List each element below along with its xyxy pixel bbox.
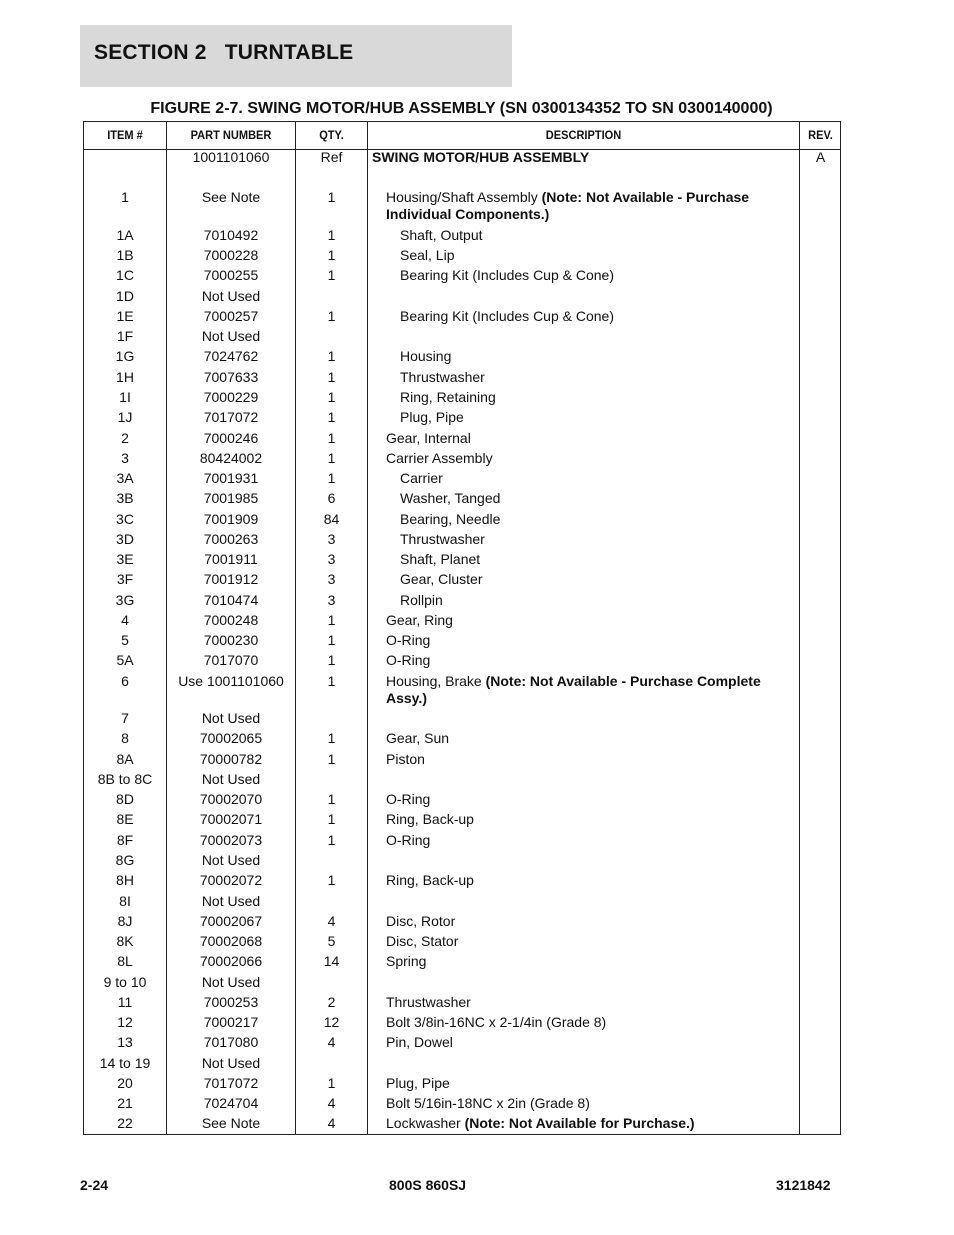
table-row — [84, 632, 840, 652]
description-text: Housing — [400, 348, 452, 364]
description-cell — [386, 430, 796, 447]
table-row — [84, 1014, 840, 1034]
item-cell: 1C — [116, 267, 134, 283]
qty-cell: 84 — [323, 511, 340, 527]
item-cell: 1G — [115, 348, 135, 364]
description-text: Ring, Back-up — [386, 872, 474, 888]
description-cell — [386, 1095, 796, 1112]
description-text: Spring — [386, 953, 427, 969]
table-row — [84, 1115, 840, 1135]
table-row — [84, 288, 840, 308]
description-text: Shaft, Planet — [400, 551, 481, 567]
item-cell: 8A — [116, 751, 134, 767]
item-cell: 1E — [116, 308, 134, 324]
item-cell: 3B — [116, 490, 134, 506]
description-cell — [386, 1115, 796, 1132]
part-number-cell: 7000228 — [203, 247, 259, 263]
item-cell: 1D — [116, 288, 134, 304]
description-text: O-Ring — [386, 832, 431, 848]
description-cell — [386, 652, 796, 669]
description-cell — [400, 348, 810, 365]
table-row — [84, 490, 840, 510]
table-row — [84, 571, 840, 591]
table-row — [84, 791, 840, 811]
part-number-cell: Not Used — [201, 328, 261, 344]
item-cell: 3C — [116, 511, 134, 527]
qty-cell: 14 — [323, 953, 340, 969]
table-row — [84, 1075, 840, 1095]
table-row — [84, 328, 840, 348]
qty-cell: 1 — [327, 652, 336, 668]
description-cell — [400, 369, 810, 386]
part-number-cell: Not Used — [201, 771, 261, 787]
part-number-cell: 7000217 — [203, 1014, 259, 1030]
part-number-cell: 7000229 — [203, 389, 259, 405]
description-text: Rollpin — [400, 592, 443, 608]
table-row — [84, 710, 840, 730]
part-number-cell: 7017070 — [203, 652, 259, 668]
part-number-cell: 70002067 — [199, 913, 263, 929]
description-text: Plug, Pipe — [400, 409, 464, 425]
table-row — [84, 730, 840, 750]
description-cell — [372, 149, 782, 166]
footer-page-number: 2-24 — [80, 1177, 109, 1193]
qty-cell: 1 — [327, 189, 336, 205]
description-text: O-Ring — [386, 791, 431, 807]
item-cell: 12 — [117, 1014, 133, 1030]
qty-cell: 1 — [327, 267, 336, 283]
item-cell: 1A — [116, 227, 134, 243]
qty-cell: 4 — [327, 1095, 336, 1111]
part-number-cell: 7000263 — [203, 531, 259, 547]
description-cell — [386, 673, 796, 707]
description-text: SWING MOTOR/HUB ASSEMBLY — [372, 149, 590, 165]
qty-cell: 1 — [327, 409, 336, 425]
table-row — [84, 953, 840, 973]
description-text: Gear, Ring — [386, 612, 453, 628]
description-text: O-Ring — [386, 652, 431, 668]
table-row — [84, 612, 840, 632]
description-cell — [400, 551, 810, 568]
item-cell: 8I — [119, 893, 131, 909]
item-cell: 1I — [119, 389, 131, 405]
table-row — [84, 751, 840, 771]
table-row — [84, 1095, 840, 1115]
table-row — [84, 247, 840, 267]
description-text: Carrier — [400, 470, 443, 486]
description-note: (Note: Not Available - Purchase Individual Components.) — [386, 189, 750, 222]
description-cell — [400, 409, 810, 426]
qty-cell: 1 — [327, 832, 336, 848]
part-number-cell: Use 1001101060 — [178, 673, 284, 689]
table-row — [84, 430, 840, 450]
qty-cell: 3 — [327, 531, 336, 547]
part-number-cell: 70002072 — [199, 872, 263, 888]
qty-cell: 1 — [327, 450, 336, 466]
part-number-cell: 7001985 — [203, 490, 259, 506]
qty-cell: 1 — [327, 470, 336, 486]
table-row — [84, 811, 840, 831]
part-number-cell: See Note — [201, 1115, 261, 1131]
part-number-cell: 7017072 — [203, 1075, 259, 1091]
qty-cell: 3 — [327, 592, 336, 608]
qty-cell: 4 — [327, 1115, 336, 1131]
qty-cell: 1 — [327, 751, 336, 767]
table-row — [84, 893, 840, 913]
description-cell — [400, 389, 810, 406]
description-cell — [400, 227, 810, 244]
table-row — [84, 1034, 840, 1054]
qty-cell: 1 — [327, 632, 336, 648]
part-number-cell: 7010474 — [203, 592, 259, 608]
qty-cell: 5 — [327, 933, 336, 949]
item-cell: 5A — [116, 652, 134, 668]
part-number-cell: 80424002 — [199, 450, 263, 466]
qty-cell: 1 — [327, 389, 336, 405]
description-cell — [400, 571, 810, 588]
table-row — [84, 592, 840, 612]
qty-cell: 1 — [327, 612, 336, 628]
qty-cell: 1 — [327, 791, 336, 807]
part-number-cell: 70002071 — [199, 811, 263, 827]
item-cell: 8B to 8C — [97, 771, 153, 787]
description-text: Lockwasher — [386, 1115, 465, 1131]
item-cell: 21 — [117, 1095, 133, 1111]
qty-cell: 1 — [327, 308, 336, 324]
table-row — [84, 450, 840, 470]
item-cell: 3A — [116, 470, 134, 486]
item-cell: 1H — [116, 369, 134, 385]
description-cell — [400, 470, 810, 487]
description-cell — [400, 531, 810, 548]
description-text: Disc, Stator — [386, 933, 459, 949]
description-cell — [400, 308, 810, 325]
description-text: Pin, Dowel — [386, 1034, 453, 1050]
part-number-cell: 7000248 — [203, 612, 259, 628]
description-text: Bearing Kit (Includes Cup & Cone) — [400, 267, 614, 283]
description-text: Housing, Brake — [386, 673, 486, 689]
item-cell: 3F — [116, 571, 134, 587]
description-text: Housing/Shaft Assembly — [386, 189, 542, 205]
part-number-cell: 7010492 — [203, 227, 259, 243]
item-cell: 8 — [121, 730, 129, 746]
item-cell: 1F — [116, 328, 134, 344]
item-cell: 9 to 10 — [103, 974, 147, 990]
item-cell: 7 — [121, 710, 129, 726]
description-text: Gear, Internal — [386, 430, 471, 446]
description-cell — [386, 751, 796, 768]
part-number-cell: Not Used — [201, 1055, 261, 1071]
parts-table — [83, 121, 841, 1135]
description-text: Ring, Back-up — [386, 811, 474, 827]
qty-cell: 1 — [327, 227, 336, 243]
part-number-cell: 70002065 — [199, 730, 263, 746]
qty-cell: 1 — [327, 369, 336, 385]
item-cell: 1B — [116, 247, 134, 263]
qty-cell: Ref — [320, 149, 343, 165]
item-cell: 1J — [117, 409, 133, 425]
item-cell: 6 — [121, 673, 129, 689]
description-cell — [386, 913, 796, 930]
table-row — [84, 348, 840, 368]
table-row — [84, 933, 840, 953]
description-text: Carrier Assembly — [386, 450, 493, 466]
table-row — [84, 409, 840, 429]
item-cell: 11 — [117, 994, 133, 1010]
part-number-cell: 7017072 — [203, 409, 259, 425]
table-row — [84, 771, 840, 791]
item-cell: 8H — [116, 872, 134, 888]
table-row — [84, 832, 840, 852]
table-row — [84, 308, 840, 328]
item-cell: 5 — [121, 632, 129, 648]
description-text: Washer, Tanged — [400, 490, 501, 506]
part-number-cell: 7001909 — [203, 511, 259, 527]
description-text: Bearing, Needle — [400, 511, 501, 527]
part-number-cell: 7001931 — [203, 470, 259, 486]
footer-model: 800S 860SJ — [389, 1177, 467, 1193]
qty-cell: 1 — [327, 1075, 336, 1091]
part-number-cell: 7007633 — [203, 369, 259, 385]
qty-cell: 3 — [327, 571, 336, 587]
part-number-cell: 7000257 — [203, 308, 259, 324]
table-row — [84, 994, 840, 1014]
item-cell: 8D — [116, 791, 134, 807]
item-cell: 14 to 19 — [99, 1055, 151, 1071]
description-note: (Note: Not Available for Purchase.) — [464, 1115, 695, 1131]
footer-doc-number: 3121842 — [776, 1177, 831, 1193]
item-cell: 22 — [117, 1115, 133, 1131]
description-cell — [386, 811, 796, 828]
table-row — [84, 673, 840, 706]
qty-cell: 4 — [327, 913, 336, 929]
description-text: Bearing Kit (Includes Cup & Cone) — [400, 308, 614, 324]
item-cell: 3 — [121, 450, 129, 466]
description-cell — [386, 791, 796, 808]
item-cell: 8J — [117, 913, 133, 929]
table-row — [84, 852, 840, 872]
part-number-cell: 7024704 — [203, 1095, 259, 1111]
item-cell: 2 — [121, 430, 129, 446]
description-cell — [386, 612, 796, 629]
table-row — [84, 872, 840, 892]
table-row — [84, 149, 840, 169]
part-number-cell: 1001101060 — [192, 149, 270, 165]
item-cell: 3E — [116, 551, 134, 567]
part-number-cell: 7001912 — [203, 571, 259, 587]
part-number-cell: 70000782 — [199, 751, 263, 767]
header-item: ITEM # — [107, 128, 143, 142]
description-text: Bolt 5/16in-18NC x 2in (Grade 8) — [386, 1095, 590, 1111]
table-row — [84, 470, 840, 490]
description-cell — [386, 933, 796, 950]
section-banner — [80, 25, 512, 87]
item-cell: 8L — [117, 953, 133, 969]
description-text: Piston — [386, 751, 425, 767]
description-text: Gear, Cluster — [400, 571, 483, 587]
description-cell — [386, 832, 796, 849]
description-cell — [386, 1014, 796, 1031]
table-row — [84, 652, 840, 672]
qty-cell: 1 — [327, 872, 336, 888]
part-number-cell: 70002070 — [199, 791, 263, 807]
table-row — [84, 531, 840, 551]
description-text: Shaft, Output — [400, 227, 483, 243]
part-number-cell: Not Used — [201, 710, 261, 726]
qty-cell: 1 — [327, 811, 336, 827]
description-cell — [400, 592, 810, 609]
item-cell: 13 — [117, 1034, 133, 1050]
description-cell — [400, 267, 810, 284]
qty-cell: 1 — [327, 430, 336, 446]
table-row — [84, 369, 840, 389]
item-cell: 8E — [116, 811, 134, 827]
qty-cell: 4 — [327, 1034, 336, 1050]
qty-cell: 1 — [327, 348, 336, 364]
header-qty: QTY. — [319, 128, 344, 142]
table-row — [84, 551, 840, 571]
part-number-cell: 70002073 — [199, 832, 263, 848]
qty-cell: 12 — [323, 1014, 340, 1030]
part-number-cell: Not Used — [201, 893, 261, 909]
description-cell — [386, 730, 796, 747]
qty-cell: 6 — [327, 490, 336, 506]
table-row — [84, 974, 840, 994]
description-text: Gear, Sun — [386, 730, 450, 746]
item-cell: 8F — [116, 832, 134, 848]
description-cell — [386, 994, 796, 1011]
description-text: Thrustwasher — [386, 994, 471, 1010]
description-cell — [386, 450, 796, 467]
description-text: Seal, Lip — [400, 247, 455, 263]
item-cell: 8K — [116, 933, 134, 949]
description-cell — [386, 189, 796, 223]
description-cell — [400, 490, 810, 507]
description-cell — [386, 632, 796, 649]
item-cell: 20 — [117, 1075, 133, 1091]
description-cell — [400, 511, 810, 528]
qty-cell: 1 — [327, 730, 336, 746]
description-cell — [386, 872, 796, 889]
item-cell: 4 — [121, 612, 129, 628]
description-text: O-Ring — [386, 632, 431, 648]
part-number-cell: 7000255 — [203, 267, 259, 283]
table-row — [84, 389, 840, 409]
table-row — [84, 189, 840, 222]
figure-title: FIGURE 2-7. SWING MOTOR/HUB ASSEMBLY (SN 0300134352 TO SN 0300140000) — [150, 100, 773, 117]
item-cell: 8G — [115, 852, 135, 868]
part-number-cell: Not Used — [201, 974, 261, 990]
description-text: Ring, Retaining — [400, 389, 496, 405]
description-note: (Note: Not Available - Purchase Complete Assy.) — [386, 673, 761, 706]
item-cell: 1 — [121, 189, 129, 205]
header-part-number: PART NUMBER — [190, 128, 272, 142]
header-description: DESCRIPTION — [545, 128, 622, 142]
qty-cell: 1 — [327, 673, 336, 689]
qty-cell: 1 — [327, 247, 336, 263]
part-number-cell: 7000253 — [203, 994, 259, 1010]
table-row — [84, 913, 840, 933]
part-number-cell: 7017080 — [203, 1034, 259, 1050]
part-number-cell: 7000230 — [203, 632, 259, 648]
header-rev: REV. — [808, 128, 833, 142]
part-number-cell: 70002066 — [199, 953, 263, 969]
item-cell: 3G — [115, 592, 135, 608]
part-number-cell: See Note — [201, 189, 261, 205]
qty-cell: 3 — [327, 551, 336, 567]
qty-cell: 2 — [327, 994, 336, 1010]
part-number-cell: Not Used — [201, 288, 261, 304]
description-cell — [386, 953, 796, 970]
item-cell: 3D — [116, 531, 134, 547]
part-number-cell: 7000246 — [203, 430, 259, 446]
part-number-cell: 7024762 — [203, 348, 259, 364]
part-number-cell: Not Used — [201, 852, 261, 868]
rev-cell: A — [815, 149, 826, 165]
description-text: Thrustwasher — [400, 369, 485, 385]
description-text: Disc, Rotor — [386, 913, 456, 929]
table-row — [84, 511, 840, 531]
description-text: Thrustwasher — [400, 531, 485, 547]
part-number-cell: 70002068 — [199, 933, 263, 949]
description-text: Bolt 3/8in-16NC x 2-1/4in (Grade 8) — [386, 1014, 607, 1030]
part-number-cell: 7001911 — [204, 551, 258, 567]
section-title: SECTION 2 TURNTABLE — [94, 41, 354, 64]
description-cell — [386, 1034, 796, 1051]
table-row — [84, 227, 840, 247]
table-row — [84, 267, 840, 287]
description-text: Plug, Pipe — [386, 1075, 450, 1091]
description-cell — [386, 1075, 796, 1092]
description-cell — [400, 247, 810, 264]
table-row — [84, 1055, 840, 1075]
